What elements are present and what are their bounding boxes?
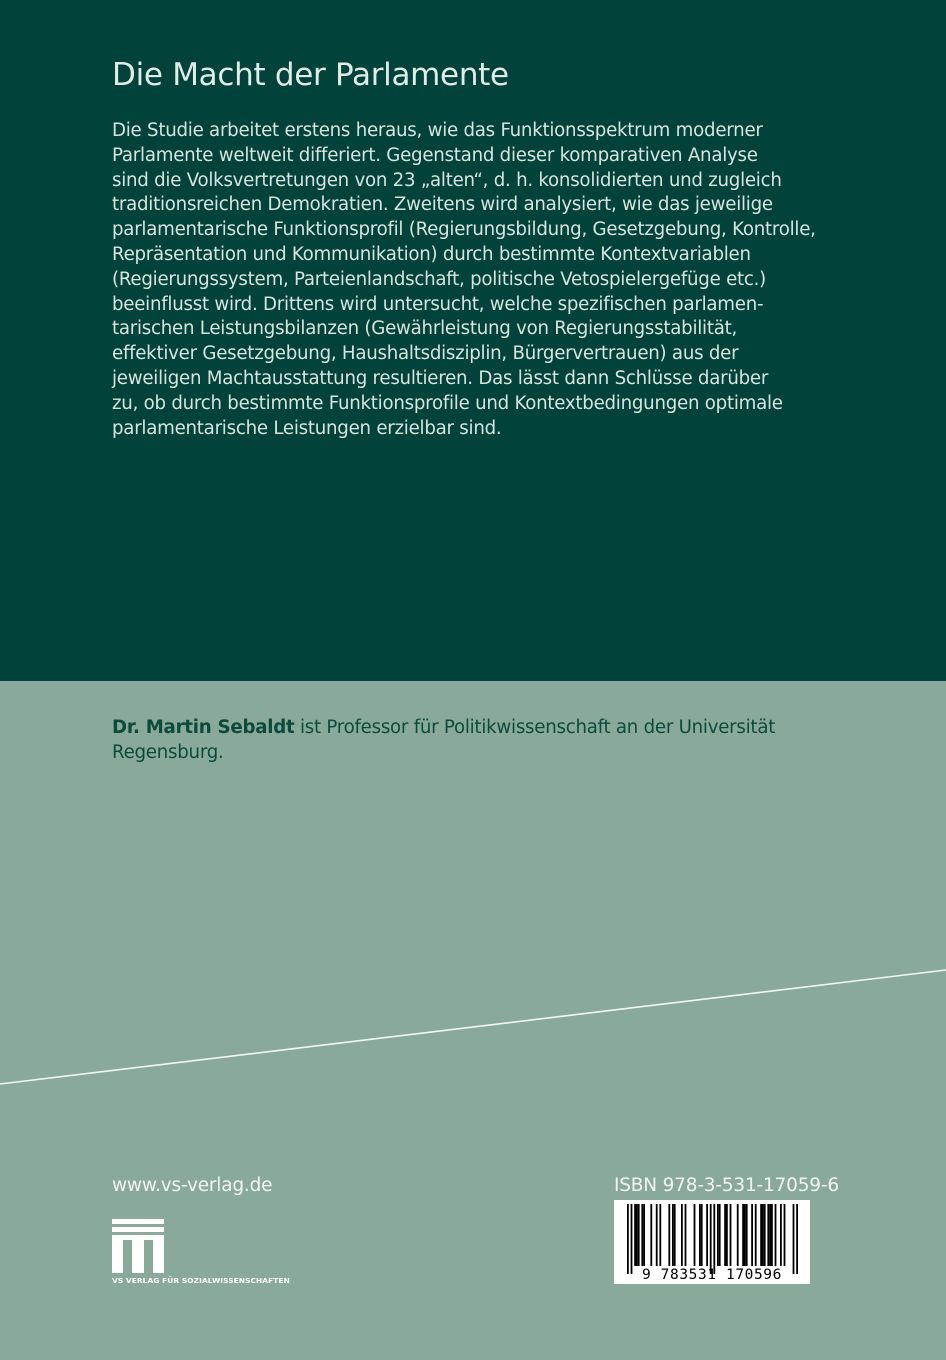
blurb-line: Die Studie arbeitet erstens heraus, wie das Funktionsspektrum moderner [112, 120, 763, 141]
author-bio-line-1 [112, 716, 832, 741]
blurb-line: parlamentarische Funktionsprofil (Regierungsbildung, Gesetzgebung, Kontrolle, [112, 219, 816, 241]
barcode-bar [672, 1204, 674, 1266]
barcode-bar [710, 1204, 712, 1274]
blurb-line: Parlamente weltweit differiert. Gegenstand dieser komparativen Analyse [112, 144, 758, 166]
barcode-bar [767, 1204, 769, 1266]
book-blurb [112, 119, 832, 441]
barcode-bar [694, 1204, 696, 1266]
author-bio-text: ist Professor für Politikwissenschaft an der Universität [294, 717, 776, 738]
blurb-line: sind die Volksvertretungen von 23 „alten“, d. h. konsolidierten und zugleich [112, 169, 782, 191]
barcode-bar [643, 1204, 645, 1266]
barcode-digits: 9 783531 170596 [642, 1267, 782, 1283]
barcode-bar [674, 1204, 676, 1266]
publisher-logo-text: VS VERLAG FÜR SOZIALWISSENSCHAFTEN [112, 1276, 290, 1285]
barcode-bar [755, 1204, 757, 1266]
barcode-bar [719, 1204, 721, 1266]
barcode-bar [742, 1204, 744, 1266]
blurb-line: tarischen Leistungsbilanzen (Gewährleistung von Regierungsstabilität, [112, 318, 738, 340]
author-bio [112, 716, 832, 766]
barcode-bar [701, 1204, 703, 1266]
barcode-bar [656, 1204, 658, 1266]
publisher-logo-icon [112, 1219, 164, 1273]
barcode-bar [650, 1204, 652, 1266]
barcode-bar [636, 1204, 638, 1266]
barcode-bar [638, 1204, 640, 1266]
barcode-bar [668, 1204, 670, 1266]
barcode-bar [726, 1204, 728, 1266]
blurb-line: beeinflusst wird. Drittens wird untersucht, welche spezifischen parlamen- [112, 293, 764, 315]
isbn-label: ISBN 978-3-531-17059-6 [614, 1175, 839, 1196]
barcode-bar [796, 1204, 798, 1274]
barcode-bar [751, 1204, 753, 1266]
publisher-url[interactable]: www.vs-verlag.de [112, 1175, 273, 1196]
barcode-bar [771, 1204, 773, 1266]
author-name: Dr. Martin Sebaldt [112, 717, 295, 738]
barcode-bar [744, 1204, 746, 1266]
blurb-line: jeweiligen Machtausstattung resultieren. Das lässt dann Schlüsse darüber [112, 367, 769, 389]
barcode-bar [769, 1204, 771, 1266]
barcode-bar [737, 1204, 739, 1266]
blurb-line: (Regierungssystem, Parteienlandschaft, politische Vetospielergefüge etc.) [112, 268, 767, 290]
blurb-line: zu, ob durch bestimmte Funktionsprofile und Kontextbedingungen optimale [112, 392, 783, 414]
barcode-bar [780, 1204, 782, 1266]
barcode-bar [627, 1204, 629, 1274]
isbn-barcode [614, 1200, 810, 1284]
barcode-bar [724, 1204, 726, 1266]
barcode-bar [641, 1204, 643, 1266]
barcode-bar [634, 1204, 636, 1266]
barcode-bar [793, 1204, 795, 1274]
barcode-bar [685, 1204, 687, 1266]
author-bio-line-2: Regensburg. [112, 741, 224, 763]
barcode-bar [730, 1204, 732, 1266]
blurb-line: Repräsentation und Kommunikation) durch bestimmte Kontextvariablen [112, 243, 751, 265]
barcode-bar [784, 1204, 786, 1266]
blurb-line: traditionsreichen Demokratien. Zweitens wird analysiert, wie das jeweilige [112, 194, 773, 216]
barcode-bar [706, 1204, 708, 1266]
blurb-line: parlamentarische Leistungen erzielbar sind. [112, 417, 502, 439]
book-title: Die Macht der Parlamente [112, 57, 509, 93]
barcode-bar [699, 1204, 701, 1266]
blurb-line: effektiver Gesetzgebung, Haushaltsdisziplin, Bürgervertrauen) aus der [112, 343, 739, 365]
barcode-bar [631, 1204, 633, 1274]
barcode-bar [775, 1204, 777, 1266]
barcode-bar [681, 1204, 683, 1266]
barcode-bar [760, 1204, 762, 1266]
barcode-bar [762, 1204, 764, 1266]
barcode-bar [659, 1204, 661, 1266]
barcode-bar [764, 1204, 766, 1266]
barcode-bar [717, 1204, 719, 1266]
barcode-bar [713, 1204, 715, 1274]
barcode-bar [746, 1204, 748, 1266]
